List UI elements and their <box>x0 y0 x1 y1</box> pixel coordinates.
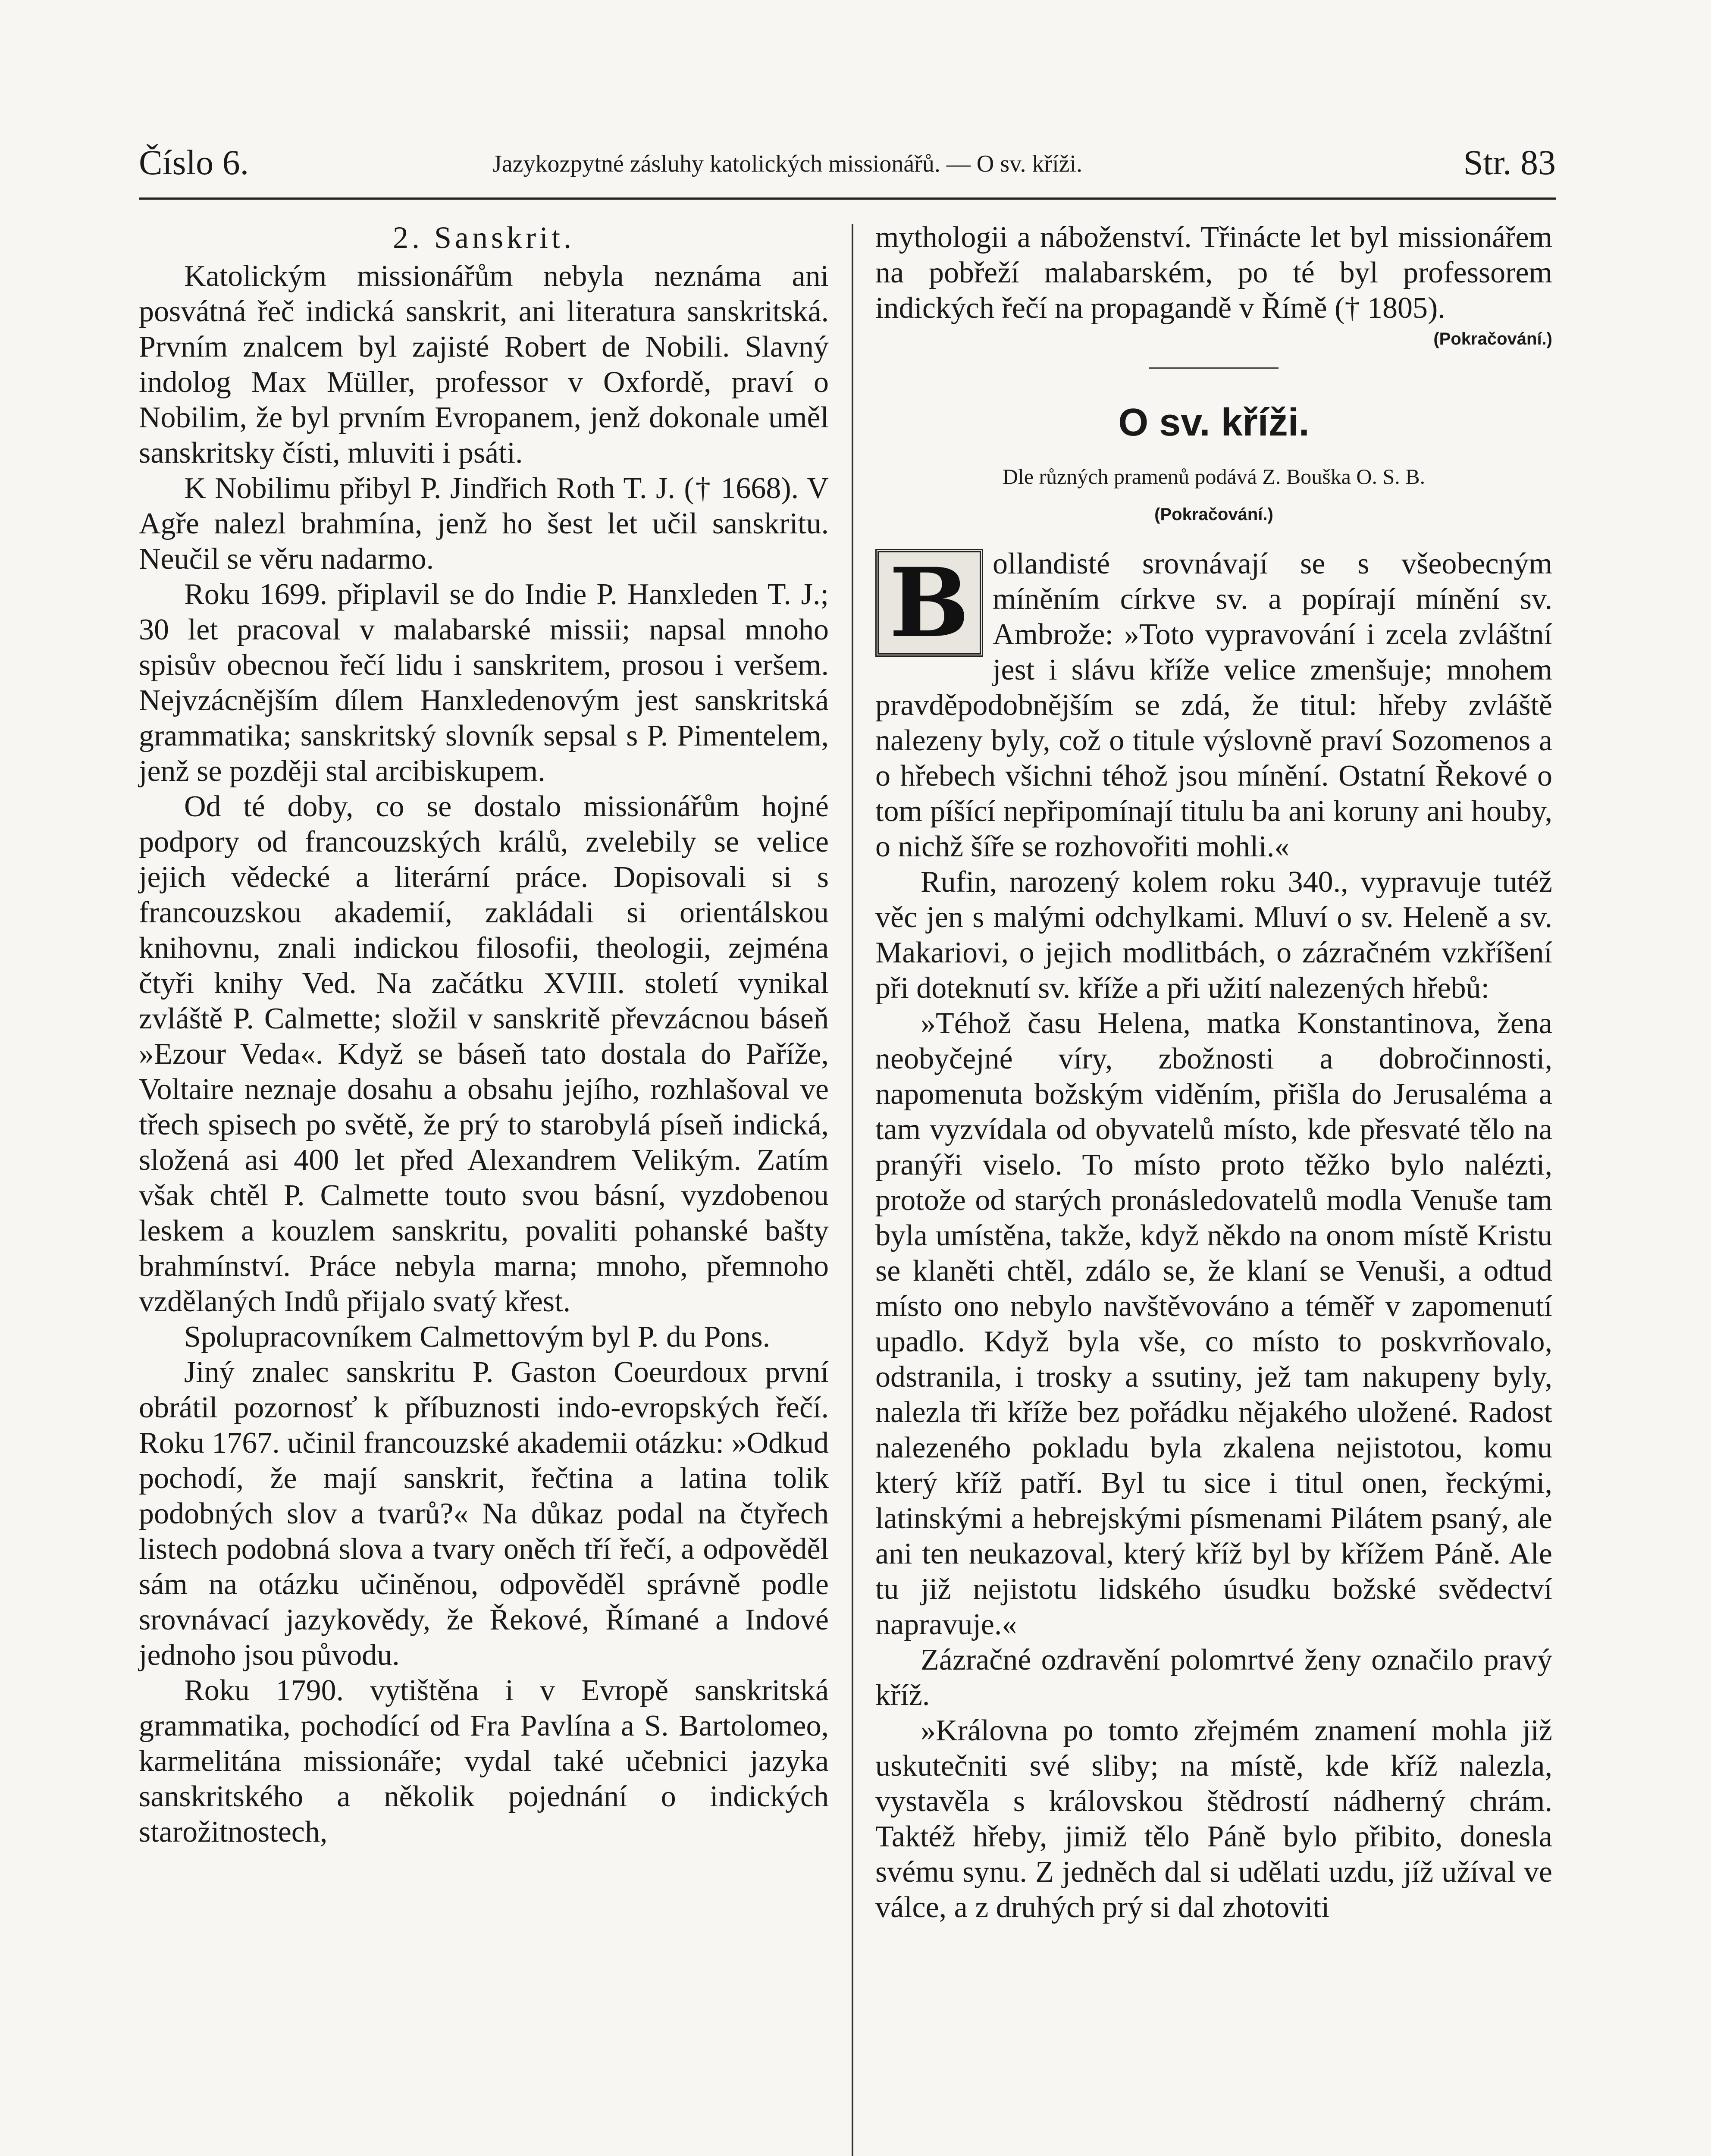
running-title: Jazykozpytné zásluhy katolických missionářů. — O sv. kříži. <box>492 150 1083 177</box>
paragraph: Katolickým missionářům nebyla neznáma ani posvátná řeč indická sanskrit, ani literatura sanskritská. Prvním znalcem byl zajisté Robert de Nobili. Slavný indolog Max Müller, professor v Oxfordě, praví o Nobilim, že byl prvním Evropanem, jenž dokonale uměl sanskritsky čísti, mluviti i psáti. <box>139 260 829 470</box>
paragraph: ollandisté srovnávají se s všeobecným míněním církve sv. a popírají mínění sv. Ambrože: »Toto vypravování i zcela zvláštní jest i slávu kříže velice zmenšuje; mnohem pravděpodobnějším se zdá, že titul: hřeby zvláště nalezeny byly, což o titule výslovně praví Sozomenos a o hřebech všichni téhož jsou mínění. Ostatní Řekové o tom píšící nepřipomínají titulu ba ani koruny ani houby, o nichž šíře se rozhovořiti mohli.« <box>875 547 1552 863</box>
paragraph: »Téhož času Helena, matka Konstantinova, žena neobyčejné víry, zbožnosti a dobročinnosti, napomenuta božským viděním, přišla do Jerusaléma a tam vyzvídala od obyvatelů místo, kde přesvaté tělo na pranýři viselo. To místo proto těžko bylo nalézti, protože od starých pronásledovatelů modla Venuše tam byla umístěna, takže, když někdo na onom místě Kristu se klaněti chtěl, zdálo se, že klaní se Venuši, a odtud místo ono nebylo navštěvováno a téměř v zapomenutí upadlo. Když byla vše, co místo to poskvrňovalo, odstranila, i trosky a ssutiny, jež tam nakupeny byly, nalezla tři kříže bez pořádku nějakého uložené. Radost nalezeného pokladu byla zkalena nejistotou, komu který kříž patří. Byl tu sice i titul onen, řeckými, latinskými a hebrejskými písmenami Pilátem psaný, ale ani ten neukazoval, který kříž byl by křížem Páně. Ale tu již nejistotu lidského úsudku božské svědectví napravuje.« <box>875 1007 1552 1641</box>
paragraph: Roku 1790. vytištěna i v Evropě sanskritská grammatika, pochodící od Fra Pavlína a S. Bartolomeo, karmelitána missionáře; vydal také učebnici jazyka sanskritského a několik pojednání o indických starožitnostech, <box>139 1674 829 1849</box>
paragraph: »Královna po tomto zřejmém znamení mohla již uskutečniti své sliby; na místě, kde kříž nalezla, vystavěla s královskou štědrostí nádherný chrám. Taktéž hřeby, jimiž tělo Páně bylo přibito, donesla svému synu. Z jedněch dal si udělati uzdu, jíž užíval ve válce, a z druhých prý si dal zhotoviti <box>875 1714 1552 1924</box>
paragraph: Spolupracovníkem Calmettovým byl P. du Pons. <box>184 1320 771 1354</box>
paragraph: mythologii a náboženství. Třinácte let byl missionářem na pobřeží malabarském, po té byl professorem indických řečí na propagandě v Římě († 1805). <box>875 221 1552 325</box>
article-title: O sv. kříži. <box>1118 401 1310 444</box>
initial-letter: B <box>889 547 969 658</box>
page-header <box>139 142 1556 194</box>
page-number: Str. 83 <box>1463 143 1556 182</box>
issue-number: Číslo 6. <box>139 143 249 182</box>
section-heading: 2. Sanskrit. <box>392 220 575 255</box>
separator-rule <box>1149 367 1279 369</box>
column-divider <box>852 224 853 2156</box>
paragraph: Rufin, narozený kolem roku 340., vypravuje tutéž věc jen s malými odchylkami. Mluví o sv. Heleně a sv. Makariovi, o jejich modlitbách, o zázračném vzkříšení při doteknutí sv. kříže a při užití nalezených hřebů: <box>875 865 1552 1005</box>
continued-note: (Pokračování.) <box>1154 505 1273 524</box>
header-rule <box>139 197 1556 200</box>
paragraph: Roku 1699. připlavil se do Indie P. Hanxleden T. J.; 30 let pracoval v malabarské missii; napsal mnoho spisův obecnou řečí lidu i sanskritem, prosou i veršem. Nejvzácnějším dílem Hanxledenovým jest sanskritská grammatika; sanskritský slovník sepsal s P. Pimentelem, jenž se později stal arcibiskupem. <box>139 578 829 788</box>
byline: Dle různých pramenů podává Z. Bouška O. S. B. <box>1002 464 1426 489</box>
paragraph: Zázračné ozdravění polomrtvé ženy označilo pravý kříž. <box>875 1643 1552 1712</box>
paragraph: K Nobilimu přibyl P. Jindřich Roth T. J. († 1668). V Agře nalezl brahmína, jenž ho šest let učil sanskritu. Neučil se věru nadarmo. <box>139 472 829 576</box>
paragraph: Jiný znalec sanskritu P. Gaston Coeurdoux první obrátil pozornosť k příbuznosti indo-evropských řečí. Roku 1767. učinil francouzské akademii otázku: »Odkud pochodí, že mají sanskrit, řečtina a latina tolik podobných slov a tvarů?« Na důkaz podal na čtyřech listech podobná slova a tvary oněch tří řečí, a odpověděl sám na otázku učiněnou, odpověděl správně podle srovnávací jazykovědy, že Řekové, Římané a Indové jednoho jsou původu. <box>139 1356 829 1672</box>
left-column <box>139 220 829 1850</box>
ornamental-initial <box>875 549 983 657</box>
continued-note: (Pokračování.) <box>1433 329 1552 348</box>
right-column <box>875 220 1552 1925</box>
paragraph: Od té doby, co se dostalo missionářům hojné podpory od francouzských králů, zvelebily se velice jejich vědecké a literární práce. Dopisovali si s francouzskou akademií, zakládali si orientálskou knihovnu, znali indickou filosofii, theologii, zejména čtyři knihy Ved. Na začátku XVIII. století vynikal zvláště P. Calmette; složil v sanskritě převzácnou báseň »Ezour Veda«. Když se báseň tato dostala do Paříže, Voltaire neznaje dosahu a obsahu jejího, rozhlašoval ve třech spisech po světě, že prý to starobylá píseň indická, složená asi 400 let před Alexandrem Velikým. Zatím však chtěl P. Calmette touto svou básní, vyzdobenou leskem a kouzlem sanskritu, povaliti pohanské bašty brahmínství. Práce nebyla marna; mnoho, přemnoho vzdělaných Indů přijalo svatý křest. <box>139 790 829 1318</box>
